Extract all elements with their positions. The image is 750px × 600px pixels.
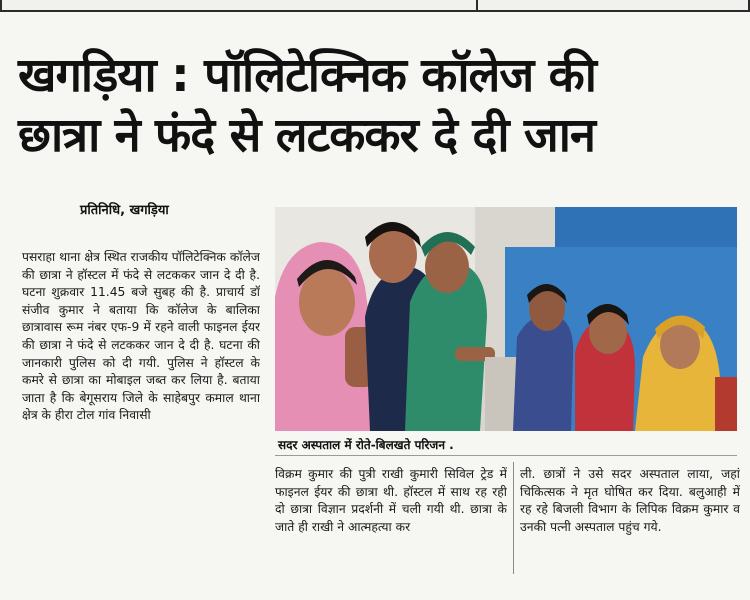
column-divider [513, 462, 514, 574]
headline-line-2: छात्रा ने फंदे से लटककर दे दी जान [18, 108, 596, 163]
caption-rule [275, 455, 737, 456]
news-photo-illustration [275, 207, 737, 431]
top-rule-tick [476, 0, 478, 10]
article-column-1: पसराहा थाना क्षेत्र स्थित राजकीय पॉलिटेक्निक कॉलेज की छात्रा ने हॉस्टल में फंदे से लटककर जान दे दी है. घटना शुक्रवार 11.45 बजे सुबह की है. प्राचार्य डॉ संजीव कुमार ने बताया कि कॉलेज के बालिका छात्रावास रूम नंबर एफ-9 में रहने वाली फाइनल ईयर की छात्रा ने फंदे से लटककर जान दे दी है. घटना की जानकारी पुलिस को दी गयी. पुलिस ने हॉस्टल के कमरे से छात्रा का मोबाइल जब्त कर लिया है. बताया जाता है कि बेगूसराय जिले के साहेबपुर कमाल थाना क्षेत्र के हीरा टोल गांव निवासी [22, 250, 260, 423]
headline [18, 46, 738, 166]
headline-line-1: खगड़िया : पॉलिटेक्निक कॉलेज की [18, 48, 596, 103]
top-rule-tick [0, 0, 2, 10]
article-column-3: ली. छात्रों ने उसे सदर अस्पताल लाया, जहां चिकित्सक ने मृत घोषित कर दिया. बलुआही में रह रहे बिजली विभाग के लिपिक विक्रम कुमार व उनकी पत्नी अस्पताल पहुंच गये. [520, 467, 740, 534]
top-rule [0, 0, 750, 12]
article-column-2: विक्रम कुमार की पुत्री राखी कुमारी सिविल ट्रेड में फाइनल ईयर की छात्रा थी. हॉस्टल में साथ रह रही दो छात्रा विज्ञान प्रदर्शनी में चली गयी थी. छात्रा के जाते ही राखी ने आत्महत्या कर [275, 467, 507, 534]
news-photo [275, 207, 737, 431]
byline: प्रतिनिधि, खगड़िया [80, 203, 169, 218]
photo-caption: सदर अस्पताल में रोते-बिलखते परिजन . [278, 438, 454, 452]
